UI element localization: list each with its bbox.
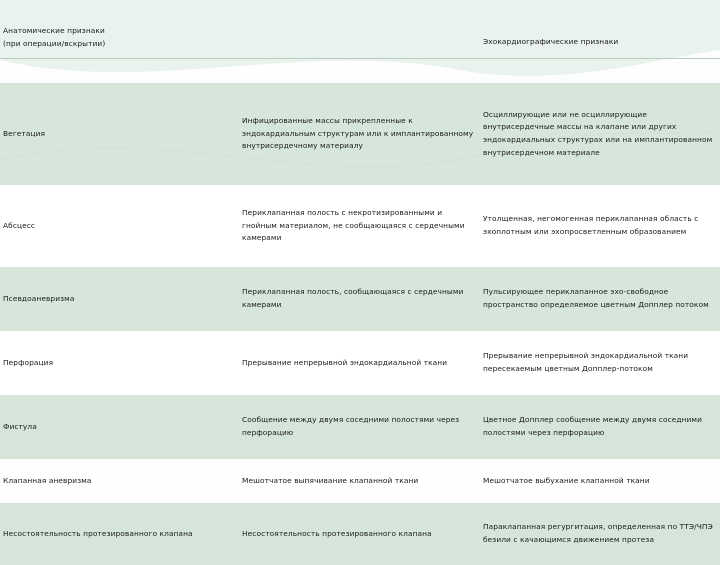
table-row (0, 185, 720, 267)
row-echo: Мешотчатое выбухание клапанной ткани (478, 459, 720, 503)
row-term: Клапанная аневризма (0, 459, 238, 503)
header-empty-cell (238, 0, 478, 83)
row-anatomic: Прерывание непрерывной эндокардиальной ткани (238, 331, 478, 395)
row-anatomic: Мешотчатое выпячивание клапанной ткани (238, 459, 478, 503)
row-echo: Цветное Допплер сообщение между двумя соседними полостями через перфорацию (478, 395, 720, 459)
header-anatomic-line1: Анатомические признаки (3, 26, 105, 35)
row-anatomic: Периклапанная полость, сообщающаяся с сердечными камерами (238, 267, 478, 331)
row-anatomic: Периклапанная полость с некротизированными и гнойным материалом, не сообщающаяся с сердечными камерами (238, 185, 478, 267)
header-divider (0, 58, 720, 59)
table-row (0, 459, 720, 503)
row-term: Вегетация (0, 83, 238, 185)
table-row (0, 503, 720, 565)
row-anatomic: Инфицированные массы прикрепленные к эндокардиальным структурам или к имплантированному внутрисердечному материалу (238, 83, 478, 185)
table-row (0, 83, 720, 185)
row-echo: Пульсирующее периклапанное эхо-свободное пространство определяемое цветным Допплер потоком (478, 267, 720, 331)
row-echo: Прерывание непрерывной эндокардиальной ткани пересекаемым цветным Допплер-потоком (478, 331, 720, 395)
row-anatomic: Несостоятельность протезированного клапана (238, 503, 478, 565)
row-term: Перфорация (0, 331, 238, 395)
table-row (0, 395, 720, 459)
header-anatomic-features (0, 0, 238, 83)
row-term: Псевдоаневризма (0, 267, 238, 331)
table-row (0, 267, 720, 331)
row-anatomic: Сообщение между двумя соседними полостями через перфорацию (238, 395, 478, 459)
row-echo: Параклапанная регургитация, определенная по ТТЭ/ЧПЭ безили с качающимся движением протеза (478, 503, 720, 565)
row-term: Абсцесс (0, 185, 238, 267)
table-header-row (0, 0, 720, 83)
row-term: Фистула (0, 395, 238, 459)
header-anatomic-line2: (при операции/вскрытии) (3, 38, 106, 48)
row-echo: Осциллирующие или не осциллирующие внутрисердечные массы на клапане или других эндокардиальных структурах или на имплантированном внутрисердечном материале (478, 83, 720, 185)
table-row (0, 331, 720, 395)
row-echo: Утолщенная, негомогенная периклапанная область с эхоплотным или эхопросветленным образованием (478, 185, 720, 267)
row-term: Несостоятельность протезированного клапана (0, 503, 238, 565)
header-echo-features: Эхокардиографические признаки (483, 37, 619, 47)
